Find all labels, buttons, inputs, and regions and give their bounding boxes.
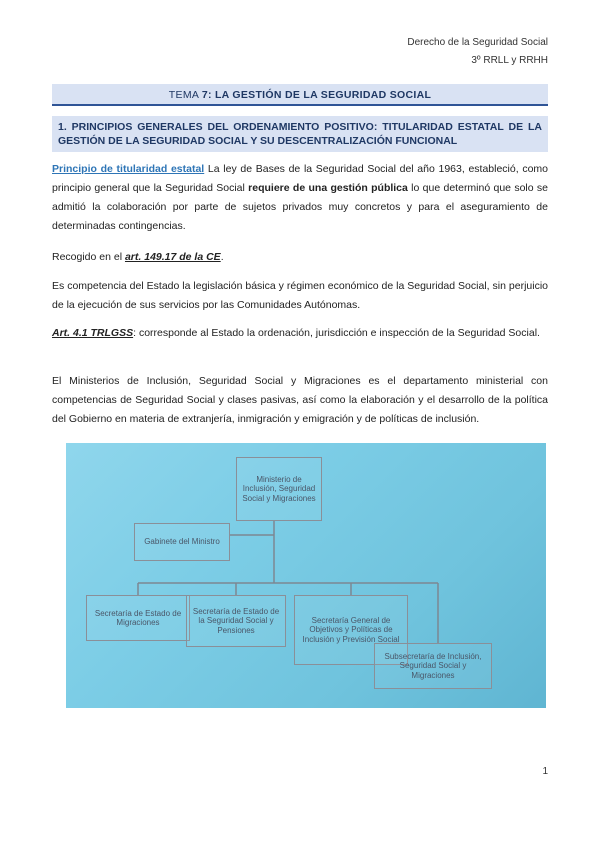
principle-link[interactable]: Principio de titularidad estatal xyxy=(52,163,205,175)
section-heading: 1. PRINCIPIOS GENERALES DEL ORDENAMIENTO POSITIVO: TITULARIDAD ESTATAL DE LA GESTIÓN DE LA SEGURIDAD SOCIAL Y SU DESCENTRALIZACIÓN FUNCIONAL xyxy=(52,116,548,152)
org-node-sec-general: Secretaría General de Objetivos y Políticas de Inclusión y Previsión Social xyxy=(294,595,408,665)
org-node-gabinete: Gabinete del Ministro xyxy=(134,523,230,561)
ce-article-ref: art. 149.17 de la CE xyxy=(124,251,221,263)
org-node-sec-seguridad-social: Secretaría de Estado de la Seguridad Social y Pensiones xyxy=(186,595,286,647)
p1-text-b: lo que determinó que solo se admitió la colaboración por parte de sujetos privados muy concretos y para el aseguramiento de determinadas contingencias. xyxy=(52,182,548,232)
topic-title: : LA GESTIÓN DE LA SEGURIDAD SOCIAL xyxy=(207,89,432,101)
header-course: 3º RRLL y RRHH xyxy=(471,55,548,66)
paragraph-ministerio: El Ministerios de Inclusión, Seguridad Social y Migraciones es el departamento ministerial con competencias de Seguridad Social y clases pasivas, así como la elaboración y el desarrollo de la política del Gobierno en materia de extranjería, inmigración y emigración y de políticas de inclusión. xyxy=(52,375,548,425)
p2-text-b: . xyxy=(220,251,224,263)
paragraph-competencia: Es competencia del Estado la legislación básica y régimen económico de la Seguridad Social, sin perjuicio de la ejecución de sus servicios por las Comunidades Autónomas. xyxy=(52,280,548,311)
p1-text-a: La ley de Bases de la Seguridad Social del año 1963, estableció, como principio general que la Seguridad Social xyxy=(52,163,548,194)
p4-text: : corresponde al Estado la ordenación, jurisdicción e inspección de la Seguridad Social. xyxy=(133,327,540,339)
topic-prefix: TEMA xyxy=(168,89,202,101)
p2-text-a: Recogido en el xyxy=(52,251,125,263)
trlgss-article-ref: Art. 4.1 TRLGSS xyxy=(52,327,134,339)
org-chart-photo xyxy=(66,443,546,708)
p1-bold: requiere de una gestión pública xyxy=(248,182,408,194)
paragraph-recogido xyxy=(52,248,548,267)
org-node-sec-migraciones: Secretaría de Estado de Migraciones xyxy=(86,595,190,641)
topic-title-bar xyxy=(52,84,548,106)
topic-number: 7 xyxy=(201,89,208,101)
org-node-subsecretaria: Subsecretaría de Inclusión, Seguridad Social y Migraciones xyxy=(374,643,492,689)
paragraph-titularidad xyxy=(52,160,548,236)
paragraph-trlgss xyxy=(52,324,548,343)
org-node-ministerio: Ministerio de Inclusión, Seguridad Social y Migraciones xyxy=(236,457,322,521)
page-number: 1 xyxy=(542,766,548,777)
header-subject: Derecho de la Seguridad Social xyxy=(407,37,548,48)
